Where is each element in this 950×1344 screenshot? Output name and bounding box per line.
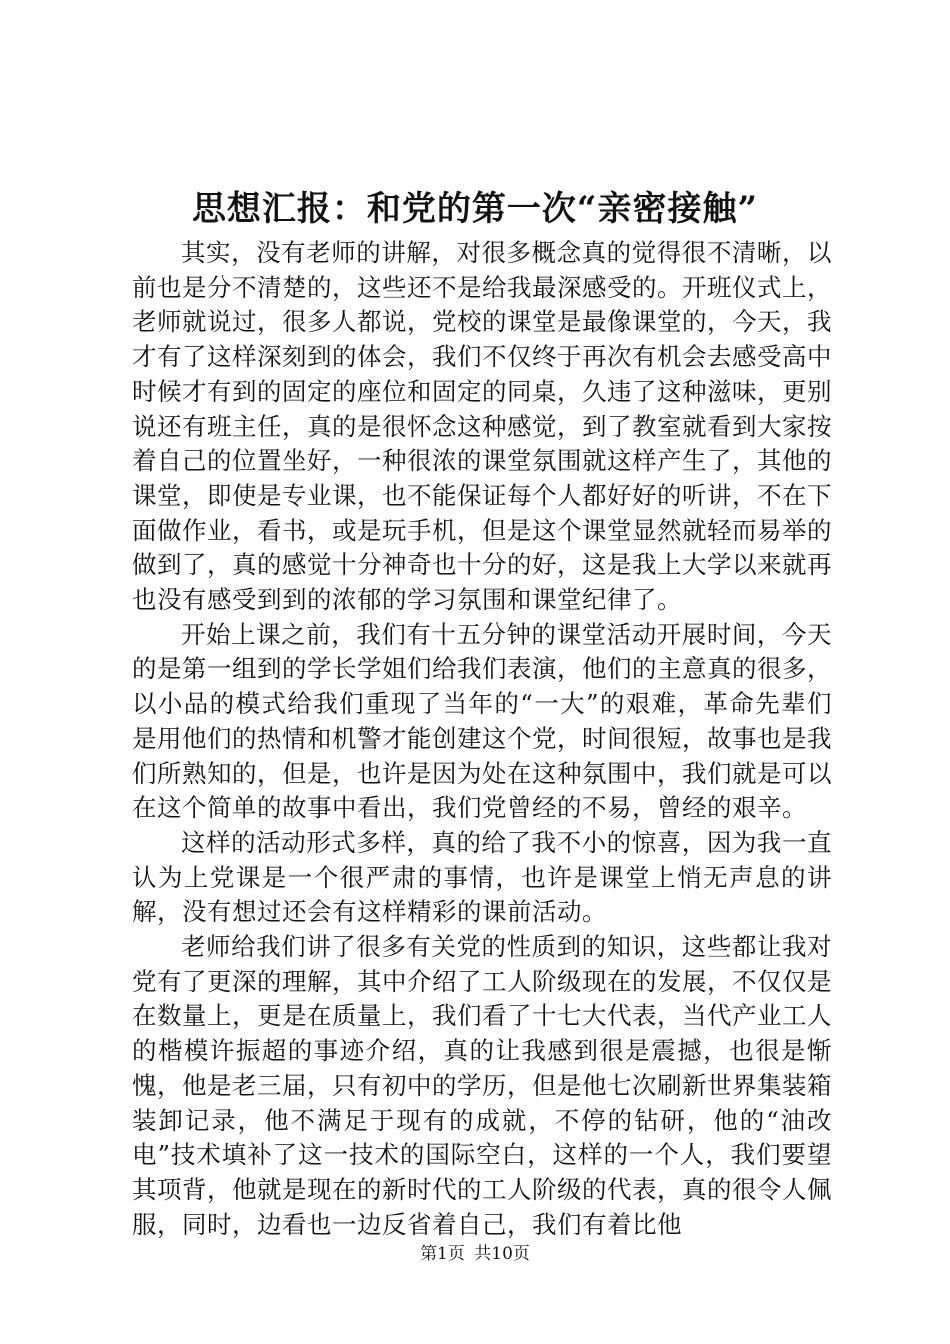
paragraph: 老师给我们讲了很多有关党的性质到的知识，这些都让我对党有了更深的理解，其中介绍了工人阶级现在的发展，不仅仅是在数量上，更是在质量上，我们看了十七大代表，当代产业工人的楷模许振超的事迹介绍，真的让我感到很是震撼，也很是惭愧，他是老三届，只有初中的学历，但是他七次刷新世界集装箱装卸记录，他不满足于现有的成就，不停的钻研，他的“油改电”技术填补了这一技术的国际空白，这样的一个人，我们要望其项背，他就是现在的新时代的工人阶级的代表，真的很令人佩服，同时，边看也一边反省着自己，我们有着比他 <box>132 932 832 1239</box>
page-total: 共10页 <box>474 1244 530 1264</box>
paragraph: 这样的活动形式多样，真的给了我不小的惊喜，因为我一直认为上党课是一个很严肃的事情，也许是课堂上悄无声息的讲解，没有想过还会有这样精彩的课前活动。 <box>132 827 832 927</box>
page-number: 第1页 <box>420 1244 465 1264</box>
paragraph: 其实，没有老师的讲解，对很多概念真的觉得很不清晰，以前也是分不清楚的，这些还不是给我最深感受的。开班仪式上，老师就说过，很多人都说，党校的课堂是最像课堂的，今天，我才有了这样深刻到的体会，我们不仅终于再次有机会去感受高中时候才有到的固定的座位和固定的同桌，久违了这种滋味，更别说还有班主任，真的是很怀念这种感觉，到了教室就看到大家按着自己的位置坐好，一种很浓的课堂氛围就这样产生了，其他的课堂，即使是专业课，也不能保证每个人都好好的听讲，不在下面做作业，看书，或是玩手机，但是这个课堂显然就轻而易举的做到了，真的感觉十分神奇也十分的好，这是我上大学以来就再也没有感受到到的浓郁的学习氛围和课堂纪律了。 <box>132 238 832 615</box>
paragraph: 开始上课之前，我们有十五分钟的课堂活动开展时间，今天的是第一组到的学长学姐们给我们表演，他们的主意真的很多，以小品的模式给我们重现了当年的“一大”的艰难，革命先辈们是用他们的热情和机警才能创建这个党，时间很短，故事也是我们所熟知的，但是，也许是因为处在这种氛围中，我们就是可以在这个简单的故事中看出，我们党曾经的不易，曾经的艰辛。 <box>132 619 832 823</box>
document-title: 思想汇报：和党的第一次“亲密接触” <box>191 189 759 229</box>
page-footer <box>0 1242 950 1266</box>
document-body <box>132 236 832 1242</box>
